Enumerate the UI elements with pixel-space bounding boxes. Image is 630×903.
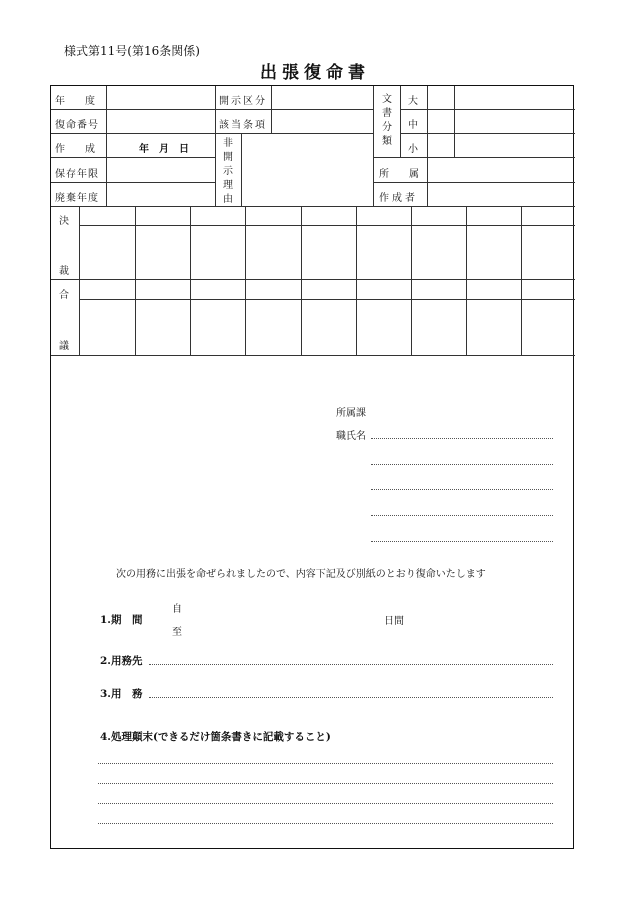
approval-divider <box>51 279 575 280</box>
meta-table-bottom <box>51 206 575 207</box>
approval-col-line <box>411 206 412 355</box>
shimei-line[interactable] <box>371 438 553 439</box>
label-dai: 大 <box>408 96 418 107</box>
shimei-line[interactable] <box>371 489 553 490</box>
intro-text: 次の用務に出張を命ぜられましたので、内容下記及び別紙のとおり復命いたします <box>116 569 486 580</box>
label-shozoku-ka: 所属課 <box>336 408 366 419</box>
label-kessai-top: 決 <box>59 216 69 227</box>
item-shori-tenmatsu: 4.処理顛末(できるだけ箇条書きに記載すること) <box>100 731 331 743</box>
meta-col-line <box>106 86 107 206</box>
tenmatsu-line[interactable] <box>98 783 553 784</box>
meta-col-line <box>271 86 272 133</box>
approval-col-line <box>245 206 246 355</box>
meta-row-line <box>51 182 215 183</box>
meta-col-line <box>400 86 401 157</box>
meta-col-line <box>373 86 374 206</box>
label-kessai-bottom: 裁 <box>59 266 69 277</box>
yomu-line[interactable] <box>149 697 553 698</box>
shimei-line[interactable] <box>371 541 553 542</box>
label-itaru: 至 <box>172 627 182 638</box>
approval-col-line <box>356 206 357 355</box>
label-nichikan: 日間 <box>384 616 404 627</box>
approval-col-line <box>521 206 522 355</box>
meta-col-line <box>215 86 216 206</box>
item-yomusaki: 2.用務先 <box>100 655 143 667</box>
label-hozon-nengen: 保存年限 <box>55 169 99 180</box>
sakusei-date-field[interactable]: 年 月 日 <box>139 144 189 155</box>
label-sakuseisha: 作成者 <box>379 193 418 204</box>
meta-col-line <box>454 86 455 157</box>
approval-col-line <box>79 206 80 355</box>
label-gaito-joko: 該当条項 <box>219 120 267 131</box>
label-gogi-top: 合 <box>59 290 69 301</box>
tenmatsu-line[interactable] <box>98 763 553 764</box>
approval-sub-line <box>79 299 575 300</box>
label-shozoku: 所 属 <box>379 169 419 180</box>
tenmatsu-line[interactable] <box>98 803 553 804</box>
approval-bottom <box>51 355 575 356</box>
approval-col-line <box>190 206 191 355</box>
form-number-label: 様式第11号(第16条関係) <box>64 44 200 58</box>
approval-sub-line <box>79 225 575 226</box>
label-gogi-bottom: 議 <box>59 341 69 352</box>
label-hikaiji-riyu: 非 開 示 理 由 <box>223 138 233 205</box>
meta-col-line <box>241 133 242 206</box>
approval-col-line <box>466 206 467 355</box>
page-title: 出張復命書 <box>260 63 370 83</box>
approval-col-line <box>135 206 136 355</box>
shimei-line[interactable] <box>371 464 553 465</box>
label-fukumei-bango: 復命番号 <box>55 120 99 131</box>
meta-col-line <box>427 86 428 206</box>
label-nendo: 年 度 <box>55 96 95 107</box>
item-yomu: 3.用 務 <box>100 688 143 700</box>
meta-row-line <box>51 109 373 110</box>
label-chu: 中 <box>408 120 418 131</box>
form-frame <box>50 85 574 849</box>
tenmatsu-line[interactable] <box>98 823 553 824</box>
label-sakusei: 作 成 <box>55 144 95 155</box>
approval-col-line <box>301 206 302 355</box>
label-kaiji-kubun: 開示区分 <box>219 96 267 107</box>
label-bunsho-bunrui: 文 書 分 類 <box>382 94 392 147</box>
label-sho: 小 <box>408 144 418 155</box>
item-kikan: 1.期 間 <box>100 614 143 626</box>
label-shoku-shimei: 職氏名 <box>336 431 366 442</box>
meta-row-line <box>51 133 373 134</box>
yomusaki-line[interactable] <box>149 664 553 665</box>
label-ji: 自 <box>172 604 182 615</box>
meta-row-line <box>373 182 575 183</box>
meta-row-line <box>373 157 575 158</box>
meta-row-line <box>51 157 215 158</box>
shimei-line[interactable] <box>371 515 553 516</box>
label-haiki-nendo: 廃棄年度 <box>55 193 99 204</box>
